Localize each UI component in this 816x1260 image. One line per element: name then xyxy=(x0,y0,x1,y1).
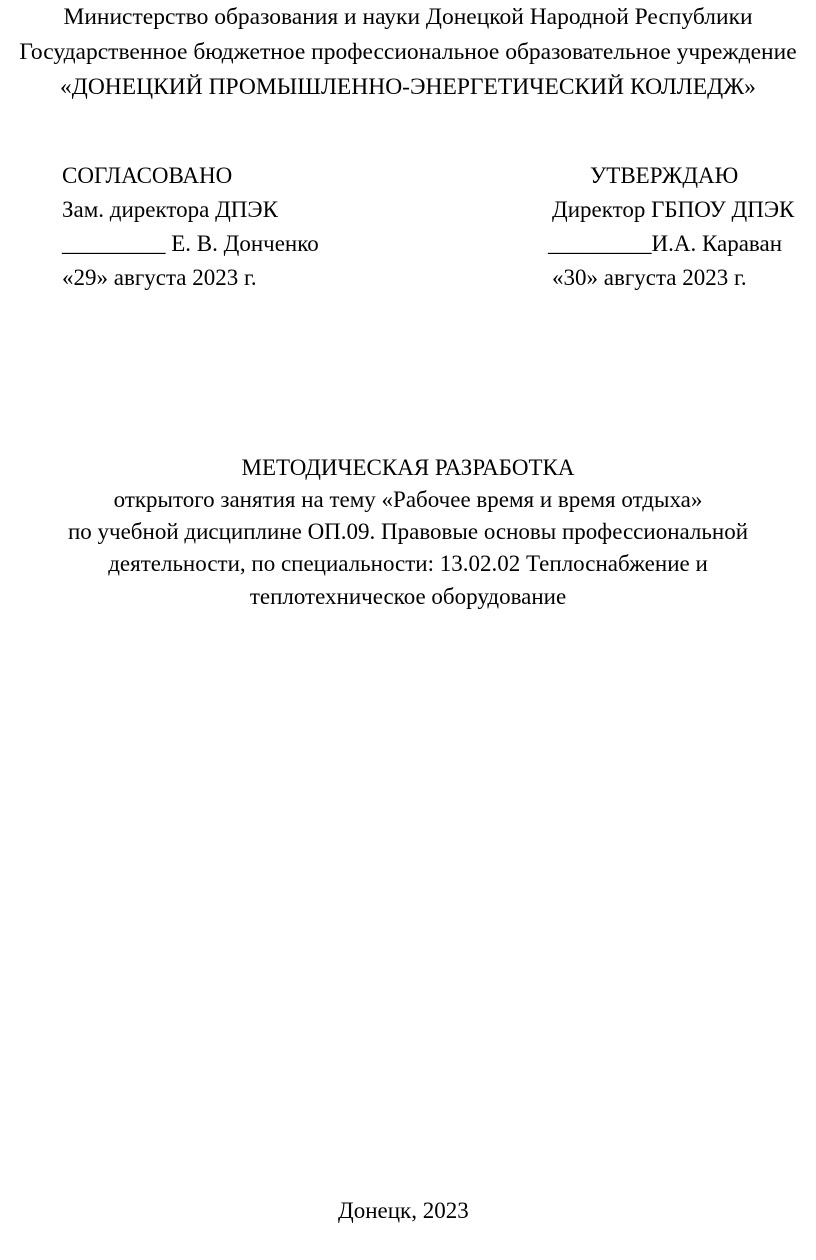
approved-signature: _________И.А. Караван xyxy=(548,231,782,256)
institution-type: Государственное бюджетное профессиональное образовательное учреждение xyxy=(19,39,797,65)
college-name: «ДОНЕЦКИЙ ПРОМЫШЛЕННО-ЭНЕРГЕТИЧЕСКИЙ КОЛЛЕДЖ» xyxy=(60,74,756,100)
agreed-signature: _________ Е. В. Донченко xyxy=(62,231,319,256)
agreed-position: Зам. директора ДПЭК xyxy=(62,197,278,222)
approved-position: Директор ГБПОУ ДПЭК xyxy=(552,197,795,222)
place-and-year: Донецк, 2023 xyxy=(338,1198,469,1223)
specialty-line-end: теплотехническое оборудование xyxy=(249,584,567,609)
document-heading: МЕТОДИЧЕСКАЯ РАЗРАБОТКА xyxy=(241,455,575,480)
agreed-date: «29» августа 2023 г. xyxy=(62,265,257,290)
agreed-title: СОГЛАСОВАНО xyxy=(62,163,233,188)
approved-date: «30» августа 2023 г. xyxy=(552,265,747,290)
specialty-line: деятельности, по специальности: 13.02.02 Теплоснабжение и xyxy=(108,551,708,576)
discipline-line: по учебной дисциплине ОП.09. Правовые основы профессиональной xyxy=(67,519,749,544)
lesson-topic: открытого занятия на тему «Рабочее время и время отдыха» xyxy=(113,487,703,512)
approved-title: УТВЕРЖДАЮ xyxy=(590,163,739,188)
ministry-name: Министерство образования и науки Донецкой Народной Республики xyxy=(63,4,753,30)
